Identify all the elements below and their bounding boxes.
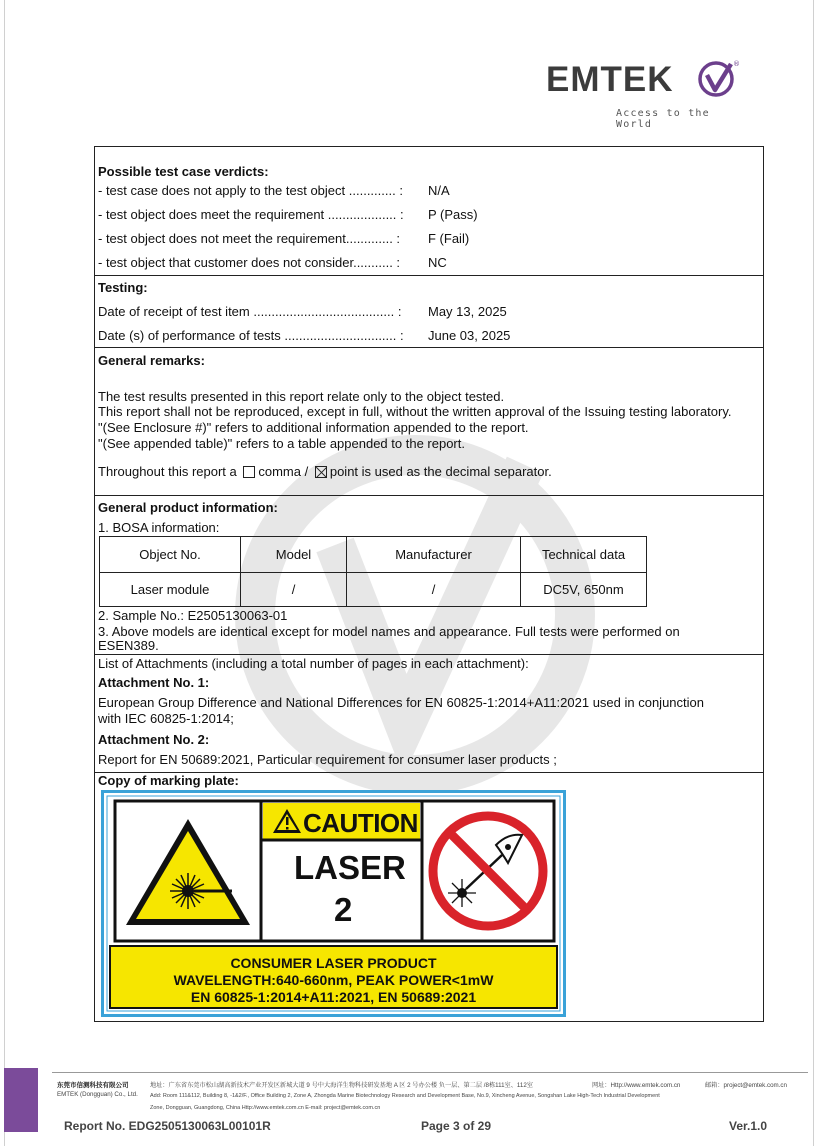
divider [94,654,764,655]
sample-no: 2. Sample No.: E2505130063-01 [98,608,288,623]
footer-address-cn: 地址：广东省东莞市松山湖高新技术产业开发区新城大道 9 号中大海洋生物科技研发基地 A 区 2 号办公楼 负一层、第二层 /8栋111室、112室 [150,1082,533,1089]
footer-divider [52,1072,808,1073]
remarks-line: The test results presented in this report relate only to the object tested. [98,389,505,404]
remarks-line: "(See appended table)" refers to a table appended to the report. [98,436,465,451]
attachments-title: List of Attachments (including a total number of pages in each attachment): [98,656,529,671]
emtek-logo [546,58,746,130]
attachment1-heading: Attachment No. 1: [98,675,210,690]
divider [94,495,764,496]
testing-value: May 13, 2025 [428,304,507,319]
attachment1-text-cont: with IEC 60825-1:2014; [98,711,234,726]
verdict-value: NC [428,255,447,270]
footer-accent-bar [4,1068,38,1132]
table-header-cell: Technical data [521,537,647,573]
footer-address-en-cont: Zone, Dongguan, Guangdong, China Http://www.emtek.com.cn E-mail: project@emtek.com.cn [150,1105,381,1111]
laser-class: 2 [334,891,353,928]
logo-wordmark: EMTEK [546,60,674,99]
plate-line3: EN 60825-1:2014+A11:2021, EN 50689:2021 [190,989,477,1005]
table-header-cell: Model [241,537,347,573]
remarks-heading: General remarks: [98,353,205,368]
separator-text: Throughout this report a [98,464,237,479]
page-number: Page 3 of 29 [421,1119,492,1133]
verdict-value: P (Pass) [428,207,478,222]
models-note: 3. Above models are identical except for model names and appearance. Full tests were performed on [98,624,680,639]
table-header-cell: Object No. [100,537,241,573]
footer-address-en: Add: Room 111&112, Building 8, -1&2/F., Office Building 2, Zone A, Zhongda Marine Biotechnology Research and Development Base, No.9, Xincheng Avenue, Songshan Lake High-Tech Industrial Development [150,1093,660,1099]
comma-checkbox[interactable] [243,466,255,478]
verdict-value: F (Fail) [428,231,470,246]
report-number: Report No. EDG2505130063L00101R [64,1119,271,1133]
comma-label: comma / [258,464,309,479]
verdict-label: - test object that customer does not consider........... : [98,255,401,270]
attachment2-text: Report for EN 50689:2021, Particular requirement for consumer laser products ; [98,752,557,767]
table-header-row [100,537,647,573]
testing-label: Date of receipt of test item ....................................... : [98,304,402,319]
verdict-label: - test case does not apply to the test object ............. : [98,183,403,198]
footer-company-en: EMTEK (Dongguan) Co., Ltd. [57,1091,138,1098]
laser-text: LASER [294,849,406,886]
testing-label: Date (s) of performance of tests ............................... : [98,328,404,343]
verdict-value: N/A [428,183,450,198]
attachment1-text: European Group Difference and National Differences for EN 60825-1:2014+A11:2021 used in conjunction [98,695,704,710]
point-checkbox[interactable] [315,466,327,478]
marking-plate [101,790,566,1017]
models-note-cont: ESEN389. [98,638,159,653]
testing-heading: Testing: [98,280,148,295]
logo-tagline: Access to the World [616,108,710,130]
table-row [100,573,647,607]
decimal-separator-line [98,464,552,479]
point-label: point is used as the decimal separator. [329,464,552,479]
bosa-title: 1. BOSA information: [98,520,220,535]
table-cell: / [241,573,347,607]
table-cell: Laser module [100,573,241,607]
attachment2-heading: Attachment No. 2: [98,732,210,747]
footer-mail-cn: 邮箱：project@emtek.com.cn [705,1082,787,1089]
divider [94,347,764,348]
table-header-cell: Manufacturer [347,537,521,573]
footer-web-cn: 网址：Http://www.emtek.com.cn [592,1082,681,1089]
verdict-label: - test object does meet the requirement ................... : [98,207,404,222]
testing-value: June 03, 2025 [428,328,511,343]
logo-check-icon [696,58,738,100]
table-cell: DC5V, 650nm [521,573,647,607]
verdict-label: - test object does not meet the requirement............. : [98,231,401,246]
remarks-line: This report shall not be reproduced, except in full, without the written approval of the Issuing testing laboratory. [98,404,732,419]
footer-company-cn: 东莞市信测科技有限公司 [57,1082,129,1089]
plate-line1: CONSUMER LASER PRODUCT [230,955,437,971]
marking-heading: Copy of marking plate: [98,773,239,788]
divider [94,275,764,276]
bosa-table [99,536,647,607]
version: Ver.1.0 [729,1119,768,1133]
product-heading: General product information: [98,500,278,515]
table-cell: / [347,573,521,607]
verdicts-heading: Possible test case verdicts: [98,164,269,179]
svg-text:®: ® [733,60,740,68]
caution-text: CAUTION [303,808,418,838]
plate-line2: WAVELENGTH:640-660nm, PEAK POWER<1mW [173,972,494,988]
remarks-line: "(See Enclosure #)" refers to additional information appended to the report. [98,420,529,435]
